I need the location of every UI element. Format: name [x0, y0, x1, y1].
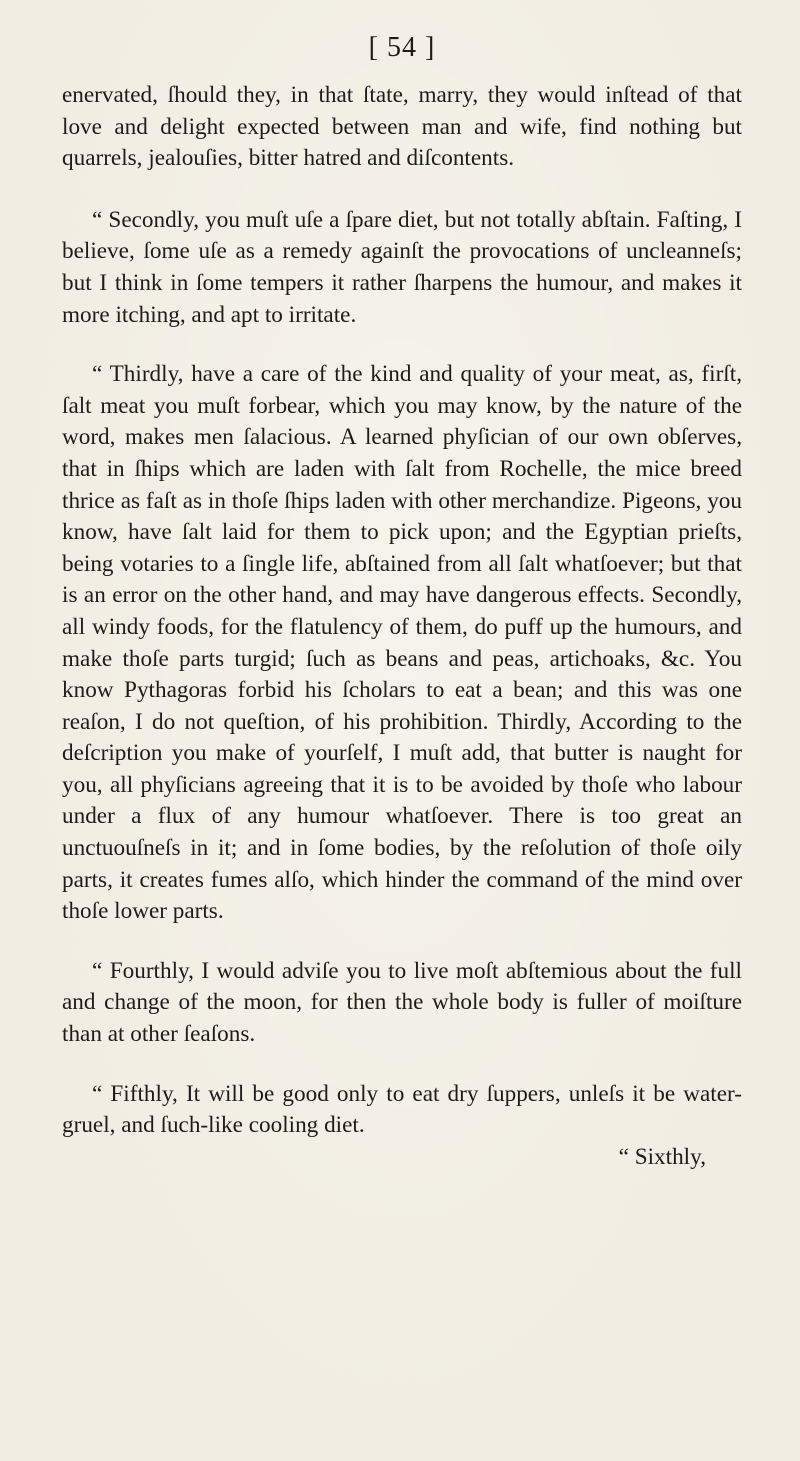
page-number: [ 54 ]: [368, 32, 436, 63]
paragraph-fourthly: “ Fourthly, I would adviſe you to live moſt abſtemious about the full and change of the moon, for then the whole body is fuller of moiſture than at other ſeaſons.: [62, 957, 742, 1048]
paragraph-thirdly: “ Thirdly, have a care of the kind and quality of your meat, as, firſt, ſalt meat you muſt forbear, which you may know, by the nature of the word, makes men ſalacious. A learned phyſician of our own obſerves, that in ſhips which are laden with ſalt from Rochelle, the mice breed thrice as faſt as in thoſe ſhips laden with other merchandize. Pigeons, you know, have ſalt laid for them to pick upon; and the Egyptian prieſts, being votaries to a ſingle life, abſtained from all ſalt whatſoever; but that is an error on the other hand, and may have dangerous effects. Secondly, all windy foods, for the flatulency of them, do puff up the humours, and make thoſe parts turgid; ſuch as beans and peas, artichoaks, &c. You know Pythagoras forbid his ſcholars to eat a bean; and this was one reaſon, I do not queſtion, of his prohibition. Thirdly, According to the deſcription you make of yourſelf, I muſt add, that butter is naught for you, all phyſicians agreeing that it is to be avoided by thoſe who labour under a flux of any humour whatſoever. There is too great an unctuouſneſs in it; and in ſome bodies, by the reſolution of thoſe oily parts, it creates fumes alſo, which hinder the command of the mind over thoſe lower parts.: [62, 361, 742, 925]
catchword: “ Sixthly,: [618, 1143, 706, 1170]
paragraph-secondly: “ Secondly, you muſt uſe a ſpare diet, but not totally abſtain. Faſting, I believe, ſome uſe as a remedy againſt the provocations of uncleanneſs; but I think in ſome tempers it rather ſharpens the humour, and makes it more itching, and apt to irritate.: [62, 206, 742, 328]
paragraph-fifthly: “ Fifthly, It will be good only to eat dry ſuppers, unleſs it be water-gruel, and ſuch-like cooling diet.: [62, 1080, 742, 1139]
paragraph-continuation: enervated, ſhould they, in that ſtate, marry, they would inſtead of that love and delight expected between man and wife, find nothing but quarrels, jealouſies, bitter hatred and diſcontents.: [62, 82, 742, 172]
